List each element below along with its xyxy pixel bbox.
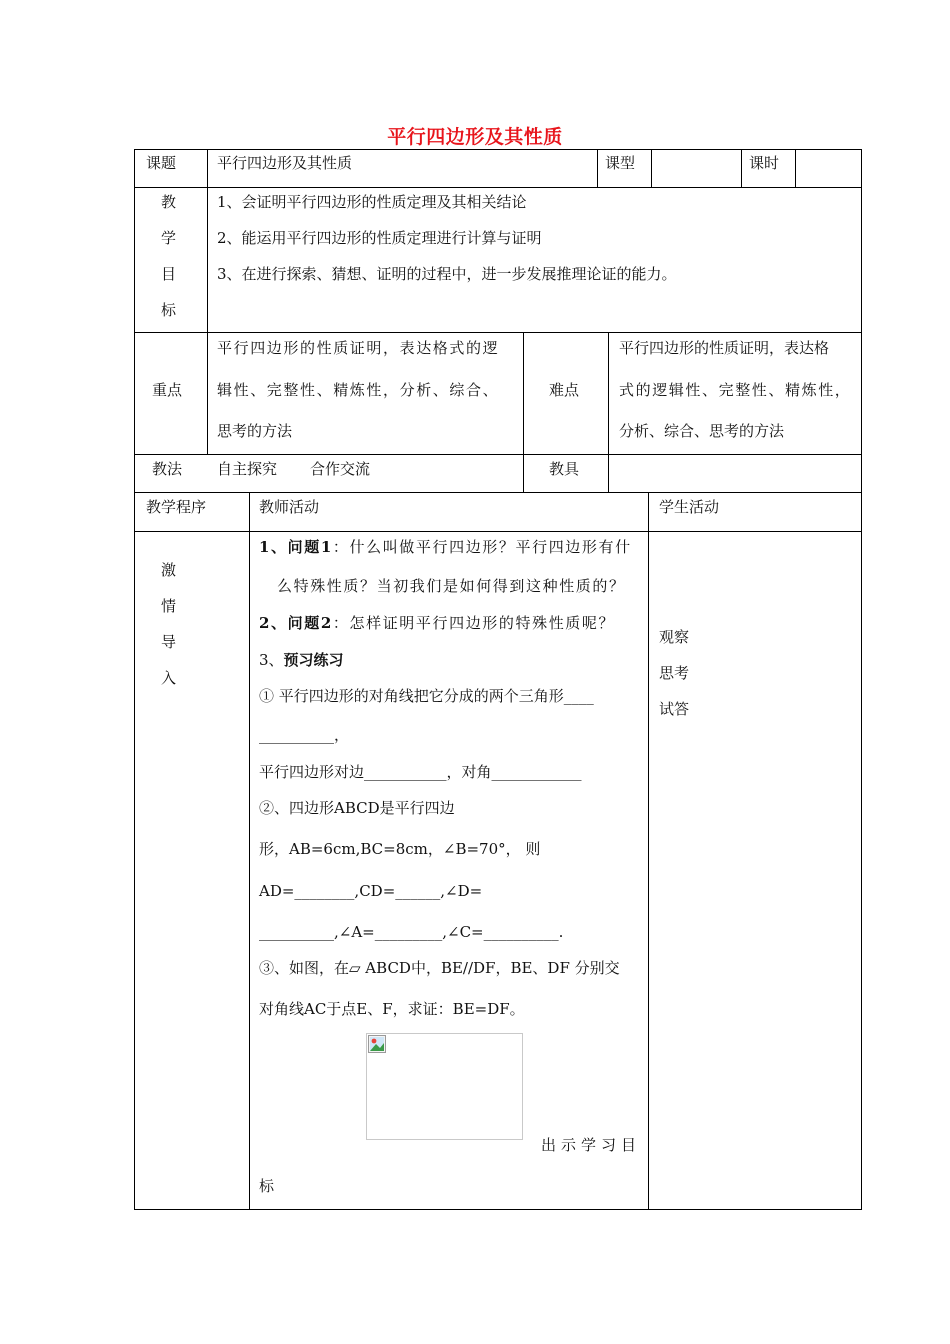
label-difficult-points: 难点 [549, 381, 580, 399]
exercise-2-line: AD=________,CD=______,∠D= [259, 882, 483, 900]
student-activity-item: 观察 [659, 628, 690, 646]
stage-char: 情 [161, 597, 177, 615]
exercise-3-line: 对角线AC于点E、F，求证：BE=DF。 [259, 1000, 525, 1018]
figure-placeholder [366, 1033, 523, 1140]
question-3 [259, 651, 344, 669]
goals-label-char: 目 [161, 265, 177, 283]
difficult-points-line: 平行四边形的性质证明，表达格 [619, 339, 830, 357]
stage-char: 导 [161, 633, 177, 651]
label-teaching-method: 教法 [152, 460, 183, 478]
exercise-1-line: __________， [259, 726, 350, 744]
label-topic: 课题 [146, 154, 177, 172]
student-activity-item: 试答 [659, 700, 690, 718]
question-2-number: 2、 [259, 614, 288, 632]
stage-char: 入 [161, 669, 177, 687]
goal-item: 2、能运用平行四边形的性质定理进行计算与证明 [217, 229, 542, 247]
student-activity-item: 思考 [659, 664, 690, 682]
exercise-1-line: 平行四边形对边___________，对角____________ [259, 763, 582, 781]
col-student-activity: 学生活动 [659, 498, 720, 516]
label-lesson-hours: 课时 [749, 154, 780, 172]
exercise-3-line: ③、如图，在▱ ABCD中，BE//DF，BE、DF 分别交 [259, 959, 620, 977]
question-2-label: 问题2 [287, 614, 333, 632]
goal-item: 3、在进行探索、猜想、证明的过程中，进一步发展推理论证的能力。 [217, 265, 677, 283]
teaching-method-a: 自主探究 [217, 460, 278, 478]
col-teaching-program: 教学程序 [146, 498, 207, 516]
question-1-continued: 么特殊性质？当初我们是如何得到这种性质的？ [277, 577, 626, 595]
question-2-text: ：怎样证明平行四边形的特殊性质呢？ [332, 614, 616, 632]
page-title: 平行四边形及其性质 [387, 126, 563, 148]
key-points-line: 辑性、完整性、精炼性，分析、综合、 [217, 381, 500, 399]
col-teacher-activity: 教师活动 [259, 498, 320, 516]
key-points-line: 平行四边形的性质证明，表达格式的逻 [217, 339, 500, 357]
question-1 [259, 538, 632, 556]
goals-label-char: 教 [161, 193, 177, 211]
question-1-label: 问题1 [287, 538, 333, 556]
question-1-text: ：什么叫做平行四边形？平行四边形有什 [332, 538, 632, 556]
key-points-line: 思考的方法 [217, 422, 293, 440]
goals-label-char: 标 [161, 301, 177, 319]
difficult-points-line: 分析、综合、思考的方法 [619, 422, 785, 440]
topic-value: 平行四边形及其性质 [217, 154, 353, 172]
question-1-number: 1、 [259, 538, 288, 556]
question-3-label: 预习练习 [283, 651, 344, 669]
difficult-points-line: 式的逻辑性、完整性、精炼性， [619, 381, 852, 399]
teaching-method-b: 合作交流 [310, 460, 371, 478]
broken-image-icon [368, 1035, 386, 1053]
label-teaching-tools: 教具 [549, 460, 580, 478]
show-goal-text: 出示学习目 [541, 1136, 642, 1154]
exercise-2-line: ②、四边形ABCD是平行四边 [259, 799, 455, 817]
label-lesson-type: 课型 [605, 154, 636, 172]
question-2 [259, 614, 615, 632]
exercise-2-line: 形，AB=6cm,BC=8cm，∠B=70°， 则 [259, 840, 541, 858]
goal-item: 1、会证明平行四边形的性质定理及其相关结论 [217, 193, 527, 211]
question-3-number: 3、 [259, 651, 284, 669]
exercise-2-line: __________,∠A=_________,∠C=__________. [259, 923, 564, 941]
goals-label-char: 学 [161, 229, 177, 247]
exercise-1-line: ① 平行四边形的对角线把它分成的两个三角形____ [259, 687, 594, 705]
label-key-points: 重点 [152, 381, 183, 399]
show-goal-text-continued: 标 [259, 1177, 275, 1195]
stage-char: 激 [161, 561, 177, 579]
